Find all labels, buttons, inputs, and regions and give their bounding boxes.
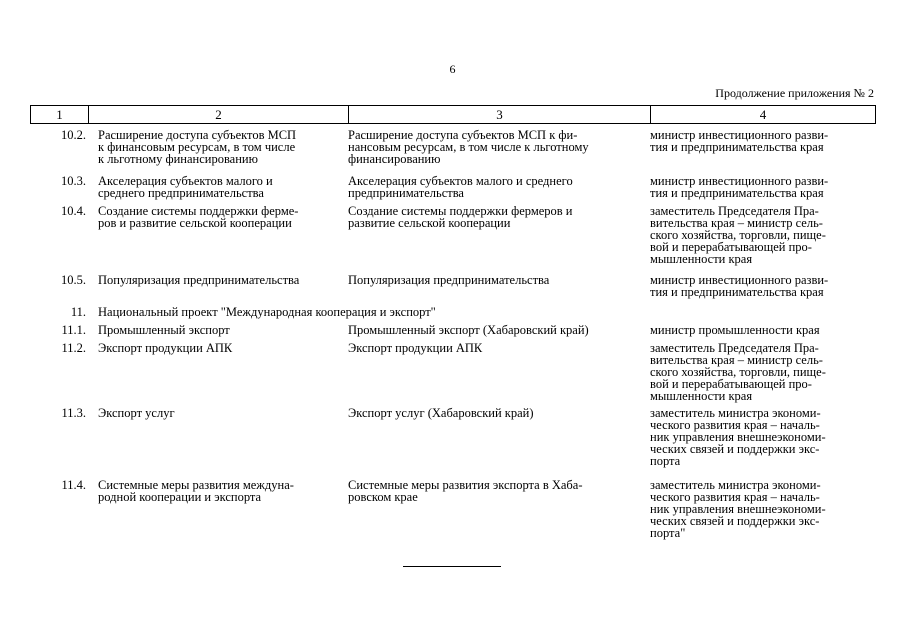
responsible: заместитель министра экономи- ческого развития края – началь- ник управления внешнеэкономи- ческих связей и поддержки экс- порта <box>650 406 826 468</box>
measure-name: Популяризация предпринимательства <box>98 273 300 287</box>
table-row <box>30 324 875 342</box>
column-header-table <box>30 105 876 124</box>
responsible: министр инвестиционного разви- тия и предпринимательства края <box>650 174 829 200</box>
column-header-1: 1 <box>31 106 89 124</box>
measure-name: Промышленный экспорт <box>98 323 230 337</box>
table-row <box>30 129 875 175</box>
column-header-3: 3 <box>349 106 651 124</box>
row-number: 11.4. <box>61 478 86 492</box>
responsible: заместитель министра экономи- ческого развития края – началь- ник управления внешнеэкономи- ческих связей и поддержки экс- порта" <box>650 478 826 540</box>
row-number: 10.5. <box>61 273 86 287</box>
table-row <box>30 175 875 205</box>
project-name: Популяризация предпринимательства <box>348 273 550 287</box>
responsible: министр промышленности края <box>650 323 820 337</box>
measure-name: Системные меры развития междуна- родной кооперации и экспорта <box>98 478 294 504</box>
row-number: 10.4. <box>61 204 86 218</box>
row-number: 11. <box>70 305 86 319</box>
project-name: Акселерация субъектов малого и среднего предпринимательства <box>348 174 573 200</box>
project-name: Промышленный экспорт (Хабаровский край) <box>348 323 589 337</box>
table-row <box>30 306 875 324</box>
project-name: Экспорт продукции АПК <box>348 341 483 355</box>
project-name: Создание системы поддержки фермеров и развитие сельской кооперации <box>348 204 573 230</box>
project-name: Расширение доступа субъектов МСП к фи- нансовым ресурсам, в том числе к льготному финансированию <box>348 128 589 166</box>
row-number: 11.1. <box>61 323 86 337</box>
measure-name: Создание системы поддержки ферме- ров и развитие сельской кооперации <box>98 204 299 230</box>
measure-name: Акселерация субъектов малого и среднего предпринимательства <box>98 174 273 200</box>
table-row <box>30 342 875 407</box>
column-header-2: 2 <box>89 106 349 124</box>
table-row <box>30 274 875 306</box>
row-number: 11.3. <box>61 406 86 420</box>
table-row <box>30 407 875 479</box>
table-body <box>30 129 875 545</box>
measure-name: Расширение доступа субъектов МСП к финансовым ресурсам, в том числе к льготному финансированию <box>98 128 297 166</box>
responsible: министр инвестиционного разви- тия и предпринимательства края <box>650 128 829 154</box>
continuation-label: Продолжение приложения № 2 <box>715 86 874 100</box>
responsible: министр инвестиционного разви- тия и предпринимательства края <box>650 273 829 299</box>
footer-divider <box>403 566 501 567</box>
row-number: 10.2. <box>61 128 86 142</box>
measure-name: Экспорт услуг <box>98 406 175 420</box>
project-name: Системные меры развития экспорта в Хаба- ровском крае <box>348 478 583 504</box>
column-header-4: 4 <box>651 106 876 124</box>
table-row <box>30 479 875 545</box>
page-number: 6 <box>449 62 456 76</box>
project-name: Экспорт услуг (Хабаровский край) <box>348 406 534 420</box>
responsible: заместитель Председателя Пра- вительства края – министр сель- ского хозяйства, торговли, пище- вой и перерабатывающей про- мышленности края <box>650 204 826 266</box>
responsible: заместитель Председателя Пра- вительства края – министр сель- ского хозяйства, торговли, пище- вой и перерабатывающей про- мышленности края <box>650 341 826 403</box>
row-number: 10.3. <box>61 174 86 188</box>
measure-name: Экспорт продукции АПК <box>98 341 233 355</box>
table-row <box>30 205 875 274</box>
row-number: 11.2. <box>61 341 86 355</box>
national-project-title: Национальный проект "Международная кооперация и экспорт" <box>98 305 436 319</box>
